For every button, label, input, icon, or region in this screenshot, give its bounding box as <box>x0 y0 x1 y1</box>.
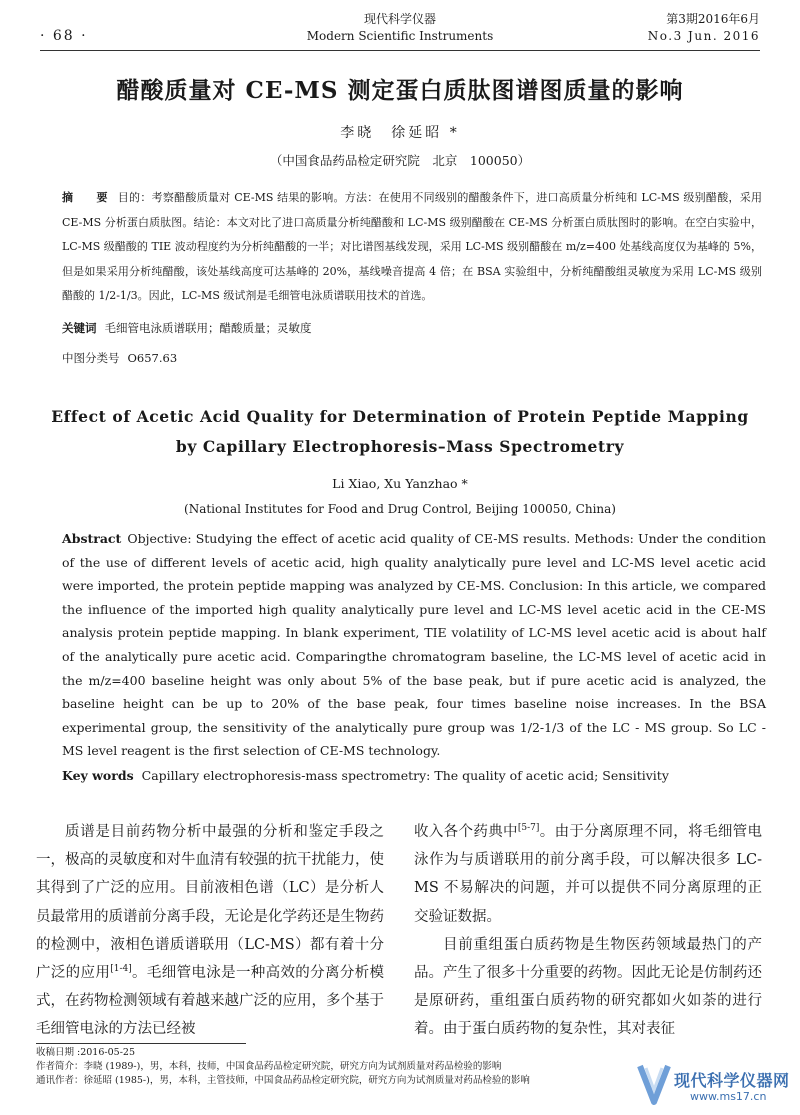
watermark-text: 现代科学仪器网 <box>674 1071 790 1090</box>
issue-en: No.3 Jun. 2016 <box>647 29 760 43</box>
keywords-en <box>62 768 766 783</box>
keywords-zh <box>62 320 762 336</box>
journal-name-en: Modern Scientific Instruments <box>306 29 494 43</box>
affiliation-zh: （中国食品药品检定研究院 北京 100050） <box>269 153 531 168</box>
abstract-en <box>62 527 766 763</box>
keywords-zh-label: 关键词 <box>62 321 97 335</box>
abstract-en-label: Abstract <box>62 531 122 546</box>
header-rule <box>40 50 760 51</box>
body-text: 质谱是目前药物分析中最强的分析和鉴定手段之一，极高的灵敏度和对牛血清有较强的抗干扰能力，使其得到了广泛的应用。目前液相色谱（LC）是分析人员最常用的质谱前分离手段，无论是化学药还是生物药的检测中，液相色谱质谱联用（LC-MS）都有着十分广泛的应用 <box>36 824 384 982</box>
footnote-rule <box>36 1043 246 1044</box>
classification-zh-label: 中图分类号 <box>62 351 120 365</box>
abstract-zh-text: 目的：考察醋酸质量对 CE-MS 结果的影响。方法：在使用不同级别的醋酸条件下，进口高质量分析纯和 LC-MS 级别醋酸，采用 CE-MS 分析蛋白质肽图。结论：本文对比了进口高质量分析纯醋酸和 LC-MS 级别醋酸在 CE-MS 分析蛋白质肽图时的影响。在空白实验中，LC-MS 级醋酸的 TIE 波动程度约为分析纯醋酸的一半；对比谱图基线发现，采用 LC-MS 级别醋酸在 m/z=400 处基线高度仅为基峰的 5%，但是如果采用分析纯醋酸，该处基线高度可达基峰的 20%，基线噪音提高 4 倍；在 BSA 实验组中，分析纯醋酸组灵敏度为采用 LC-MS 级别醋酸的 1/2-1/3。因此，LC-MS 级试剂是毛细管电泳质谱联用技术的首选。 <box>62 191 762 302</box>
body-paragraph <box>36 818 384 1044</box>
title-zh: 醋酸质量对 CE-MS 测定蛋白质肽图谱图质量的影响 <box>116 77 684 104</box>
issue-zh: 第3期2016年6月 <box>666 12 760 26</box>
keywords-en-label: Key words <box>62 768 134 783</box>
classification-zh-code: O657.63 <box>127 351 178 365</box>
body-text: 。毛细管电泳是一种高效的分离分析模式，在药物检测领域有着越来越广泛的应用，多个基于毛细管电泳的方法已经被 <box>36 965 385 1038</box>
keywords-zh-text: 毛细管电泳质谱联用；醋酸质量；灵敏度 <box>104 321 312 335</box>
body-paragraph <box>414 818 762 931</box>
watermark-url: www.ms17.cn <box>690 1090 767 1103</box>
keywords-en-text: Capillary electrophoresis-mass spectrometry: The quality of acetic acid; Sensitivity <box>141 768 669 783</box>
page-number: · 68 · <box>40 28 88 44</box>
site-watermark <box>632 1062 792 1110</box>
body-paragraph: 目前重组蛋白质药物是生物医药领域最热门的产品。产生了很多十分重要的药物。因此无论是仿制药还是原研药，重组蛋白质药物的研究都如火如荼的进行着。由于蛋白质药物的复杂性，其对表征 <box>414 936 762 1038</box>
citation: [1-4] <box>110 964 132 975</box>
title-en: Effect of Acetic Acid Quality for Determination of Protein Peptide Mapping by Capillary Electrophoresis–Mass Spectrometry <box>51 407 749 456</box>
journal-name-zh: 现代科学仪器 <box>363 12 436 26</box>
footnotes <box>36 1046 636 1088</box>
issue-info <box>648 11 760 45</box>
authors-en: Li Xiao, Xu Yanzhao * <box>332 476 468 491</box>
abstract-en-text: Objective: Studying the effect of acetic acid quality of CE-MS results. Methods: Under the condition of the use of different levels of acetic acid, high quality analytically pure level and LC-MS level acetic acid were imported, the protein peptide mapping was analyzed by CE-MS. Conclusion: In this article, we compared the influence of the imported high quality analytically pure level and LC-MS level acetic acid in the CE-MS analysis protein peptide mapping. In blank experiment, TIE volatility of LC-MS level acetic acid is about half of the analytically pure acetic acid. Comparingthe chromatogram baseline, the LC-MS level of acetic acid in the m/z=400 baseline height was only about 5% of the base peak, but if pure acetic acid is analyzed, the baseline height can be up to 20% of the base peak, four times baseline noise increases. In the BSA experimental group, the sensitivity of the analytically pure group was 1/2-1/3 of the LC - MS group. So LC - MS level reagent is the first selection of CE-MS technology. <box>62 531 766 759</box>
footnote-author-bio: 作者简介：李晓 (1989-)，男，本科，技师，中国食品药品检定研究院，研究方向为试剂质量对药品检验的影响 <box>36 1061 502 1072</box>
body-text: 。由于分离原理不同，将毛细管电泳作为与质谱联用的前分离手段，可以解决很多 LC-MS 不易解决的问题，并可以提供不同分离原理的正交验证数据。 <box>414 824 763 925</box>
footnote-corresponding: 通讯作者：徐延昭 (1985-)，男，本科，主管技师，中国食品药品检定研究院，研究方向为试剂质量对药品检验的影响 <box>36 1075 530 1086</box>
affiliation-en: (National Institutes for Food and Drug Control, Beijing 100050, China) <box>184 502 616 516</box>
watermark-logo-icon <box>632 1062 676 1108</box>
classification-zh <box>62 350 762 366</box>
footnote-received: 收稿日期 :2016-05-25 <box>36 1047 135 1058</box>
journal-name <box>290 11 510 45</box>
body-column-right <box>414 818 762 1044</box>
abstract-zh <box>62 186 762 309</box>
authors-zh: 李晓 徐延昭 * <box>340 125 460 141</box>
body-text: 收入各个药典中 <box>414 824 518 840</box>
abstract-zh-label: 摘 要 <box>62 191 114 204</box>
body-column-left <box>36 818 384 1044</box>
running-header <box>40 8 760 48</box>
citation: [5-7] <box>517 823 540 834</box>
